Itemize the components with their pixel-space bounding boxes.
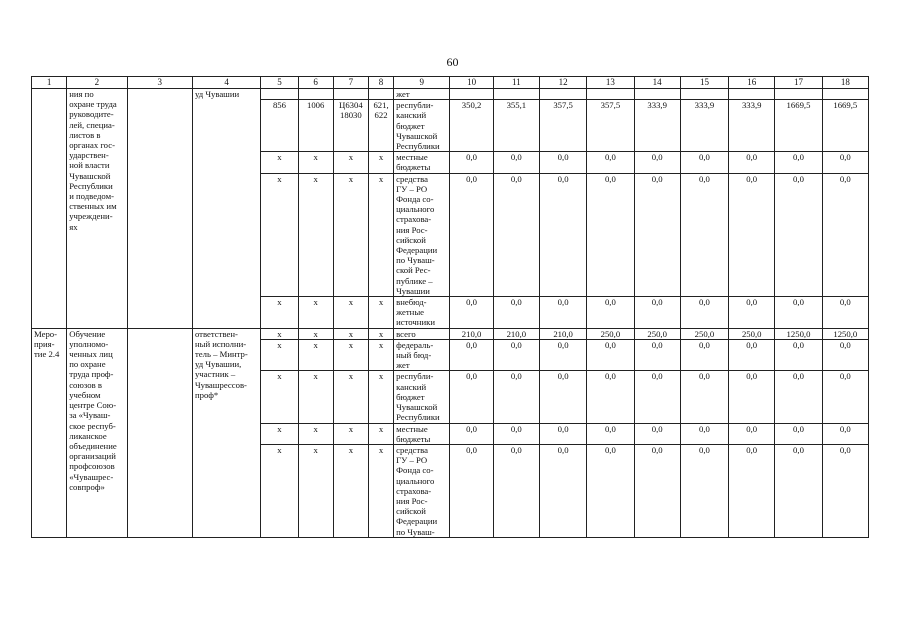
column-header: 16 [729,77,775,89]
kbk-expense-type-cell: 621, 622 [368,100,393,152]
funding-source-cell: местные бюджеты [394,152,450,173]
kbk-target-article-cell: x [333,297,368,329]
value-cell: 0,0 [493,423,539,444]
column-header: 14 [634,77,680,89]
value-cell: 0,0 [775,371,822,423]
value-cell: 250,0 [680,328,728,339]
kbk-target-article-cell: x [333,423,368,444]
value-cell: 0,0 [822,173,868,296]
column-header: 11 [493,77,539,89]
kbk-target-article-cell: x [333,339,368,371]
column-3-cell [127,89,192,329]
column-header: 9 [394,77,450,89]
measure-number-cell [32,89,67,329]
value-cell: 0,0 [775,339,822,371]
kbk-target-article-cell: x [333,173,368,296]
value-cell: 1669,5 [822,100,868,152]
value-cell: 0,0 [775,444,822,537]
value-cell: 0,0 [539,173,586,296]
funding-source-cell: средства ГУ – РО Фонда со- циального страхова- ния Рос- сийской Федерации по Чуваш- [394,444,450,537]
value-cell: 210,0 [539,328,586,339]
value-cell: 0,0 [587,297,634,329]
value-cell [634,89,680,100]
kbk-section-code-cell: x [298,339,333,371]
value-cell: 250,0 [587,328,634,339]
value-cell: 0,0 [539,152,586,173]
kbk-expense-type-cell: x [368,297,393,329]
value-cell: 0,0 [450,152,493,173]
kbk-ministry-code-cell: x [261,297,298,329]
value-cell: 0,0 [680,444,728,537]
funding-source-cell: внебюд- жетные источники [394,297,450,329]
value-cell [493,89,539,100]
value-cell: 333,9 [729,100,775,152]
kbk-expense-type-cell: x [368,444,393,537]
column-header: 1 [32,77,67,89]
value-cell: 250,0 [634,328,680,339]
value-cell: 250,0 [729,328,775,339]
kbk-target-article-cell: x [333,371,368,423]
kbk-section-code-cell: 1006 [298,100,333,152]
value-cell: 0,0 [493,173,539,296]
block-measure-2-4 [32,328,869,537]
value-cell: 0,0 [493,371,539,423]
value-cell: 0,0 [450,371,493,423]
value-cell [775,89,822,100]
kbk-expense-type-cell: x [368,152,393,173]
kbk-section-code-cell: x [298,423,333,444]
column-header: 7 [333,77,368,89]
column-header: 15 [680,77,728,89]
responsible-executor-cell: ответствен- ный исполни- тель – Минтр- уд Чувашии, участник – Чувашрессов- проф* [192,328,260,537]
value-cell: 333,9 [680,100,728,152]
value-cell: 0,0 [493,152,539,173]
value-cell: 0,0 [775,423,822,444]
value-cell: 0,0 [822,444,868,537]
value-cell: 0,0 [539,444,586,537]
value-cell: 0,0 [729,152,775,173]
value-cell: 0,0 [634,371,680,423]
column-header: 18 [822,77,868,89]
column-header: 2 [67,77,127,89]
value-cell: 0,0 [634,423,680,444]
value-cell: 357,5 [587,100,634,152]
kbk-section-code-cell: x [298,152,333,173]
value-cell [539,89,586,100]
table-row [32,89,869,100]
code-cell [333,89,368,100]
kbk-target-article-cell: x [333,152,368,173]
funding-source-cell: местные бюджеты [394,423,450,444]
value-cell: 0,0 [729,173,775,296]
value-cell: 0,0 [822,371,868,423]
value-cell: 0,0 [450,444,493,537]
value-cell: 0,0 [587,444,634,537]
value-cell: 1669,5 [775,100,822,152]
block-measure-2-3 [32,89,869,329]
column-header: 6 [298,77,333,89]
kbk-expense-type-cell: x [368,339,393,371]
column-3-cell [127,328,192,537]
value-cell: 0,0 [450,339,493,371]
code-cell [261,89,298,100]
kbk-expense-type-cell: x [368,173,393,296]
value-cell: 0,0 [493,339,539,371]
column-header: 10 [450,77,493,89]
code-cell [368,89,393,100]
kbk-section-code-cell: x [298,371,333,423]
kbk-target-article-cell: x [333,328,368,339]
column-header: 3 [127,77,192,89]
kbk-ministry-code-cell: x [261,173,298,296]
page-number: 60 [446,55,459,69]
kbk-target-article-cell: Ц6304 18030 [333,100,368,152]
kbk-expense-type-cell: x [368,371,393,423]
funding-source-cell: всего [394,328,450,339]
budget-table [31,76,869,538]
value-cell: 0,0 [729,423,775,444]
value-cell [587,89,634,100]
value-cell: 0,0 [587,339,634,371]
measure-number-cell: Меро- прия- тие 2.4 [32,328,67,537]
value-cell: 0,0 [680,152,728,173]
value-cell: 0,0 [450,423,493,444]
value-cell: 0,0 [587,173,634,296]
value-cell: 1250,0 [775,328,822,339]
kbk-ministry-code-cell: x [261,444,298,537]
kbk-section-code-cell: x [298,444,333,537]
value-cell [450,89,493,100]
kbk-ministry-code-cell: x [261,371,298,423]
funding-source-cell: федераль- ный бюд- жет [394,339,450,371]
value-cell: 0,0 [680,371,728,423]
kbk-ministry-code-cell: x [261,339,298,371]
value-cell: 0,0 [493,444,539,537]
value-cell: 0,0 [634,444,680,537]
value-cell: 333,9 [634,100,680,152]
value-cell: 355,1 [493,100,539,152]
value-cell: 0,0 [822,339,868,371]
value-cell: 0,0 [634,173,680,296]
kbk-ministry-code-cell: x [261,423,298,444]
value-cell: 0,0 [822,152,868,173]
value-cell: 0,0 [450,173,493,296]
value-cell: 210,0 [493,328,539,339]
value-cell [680,89,728,100]
kbk-ministry-code-cell: x [261,328,298,339]
responsible-executor-cell: уд Чувашии [192,89,260,329]
column-number-row [32,77,869,89]
value-cell: 0,0 [729,444,775,537]
value-cell: 0,0 [680,339,728,371]
kbk-section-code-cell: x [298,328,333,339]
value-cell: 0,0 [587,152,634,173]
value-cell: 0,0 [450,297,493,329]
kbk-ministry-code-cell: 856 [261,100,298,152]
value-cell [822,89,868,100]
funding-source-cell: средства ГУ – РО Фонда со- циального страхова- ния Рос- сийской Федерации по Чуваш- ской Рес- публике – Чувашии [394,173,450,296]
column-header: 8 [368,77,393,89]
measure-name-cell: ния по охране труда руководите- лей, специа- листов в органах гос- ударствен- ной власти Чувашской Республики и подведом- ственных им учреждени- ях [67,89,127,329]
value-cell: 0,0 [680,423,728,444]
kbk-target-article-cell: x [333,444,368,537]
value-cell: 0,0 [587,371,634,423]
column-header: 5 [261,77,298,89]
value-cell: 0,0 [775,152,822,173]
column-header: 12 [539,77,586,89]
value-cell: 0,0 [680,297,728,329]
funding-source-cell: республи- канский бюджет Чувашской Республики [394,100,450,152]
column-header: 13 [587,77,634,89]
value-cell: 0,0 [822,297,868,329]
value-cell: 0,0 [539,297,586,329]
column-header: 17 [775,77,822,89]
value-cell: 0,0 [822,423,868,444]
value-cell: 210,0 [450,328,493,339]
kbk-expense-type-cell: x [368,423,393,444]
value-cell: 0,0 [539,423,586,444]
value-cell: 357,5 [539,100,586,152]
value-cell: 0,0 [775,297,822,329]
value-cell: 350,2 [450,100,493,152]
value-cell: 0,0 [493,297,539,329]
value-cell: 0,0 [729,297,775,329]
value-cell: 0,0 [634,297,680,329]
funding-source-cell: республи- канский бюджет Чувашской Республики [394,371,450,423]
value-cell [729,89,775,100]
value-cell: 1250,0 [822,328,868,339]
column-header: 4 [192,77,260,89]
measure-name-cell: Обучение уполномо- ченных лиц по охране труда проф- союзов в учебном центре Сою- за «Чуваш- ское респуб- ликанское объединение организаций профсоюзов «Чувашрес- совпроф» [67,328,127,537]
value-cell: 0,0 [729,339,775,371]
kbk-section-code-cell: x [298,173,333,296]
value-cell: 0,0 [587,423,634,444]
value-cell: 0,0 [775,173,822,296]
kbk-expense-type-cell: x [368,328,393,339]
value-cell: 0,0 [729,371,775,423]
value-cell: 0,0 [634,339,680,371]
value-cell: 0,0 [680,173,728,296]
value-cell: 0,0 [634,152,680,173]
kbk-ministry-code-cell: x [261,152,298,173]
value-cell: 0,0 [539,371,586,423]
table-row [32,328,869,339]
value-cell: 0,0 [539,339,586,371]
code-cell [298,89,333,100]
kbk-section-code-cell: x [298,297,333,329]
funding-source-cell: жет [394,89,450,100]
